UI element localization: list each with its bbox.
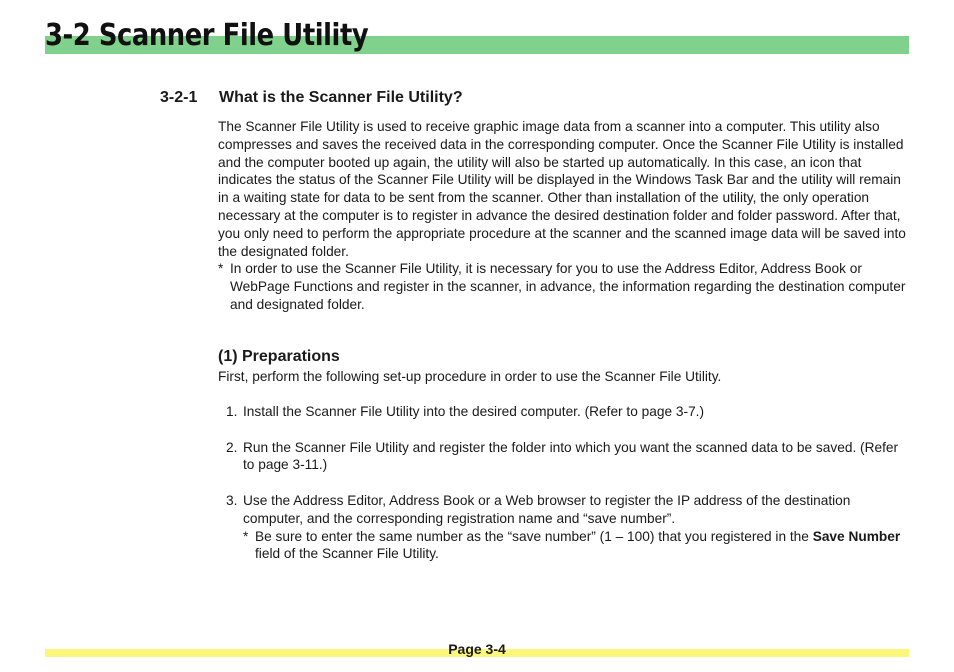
steps-list: [226, 403, 910, 563]
save-number-note: [243, 528, 910, 564]
chapter-title: 3-2 Scanner File Utility: [45, 18, 369, 53]
preparations-intro-text: First, perform the following set-up procedure in order to use the Scanner File Utility.: [218, 369, 722, 384]
step-text: Run the Scanner File Utility and register the folder into which you want the scanned data to be saved. (Refer to page 3-11.): [243, 439, 899, 473]
section-number: 3-2-1: [160, 89, 198, 106]
step-text: Use the Address Editor, Address Book or a Web browser to register the IP address of the destination computer, and the corresponding registration name and “save number”.: [243, 492, 851, 526]
save-number-field-name: Save Number: [812, 528, 901, 544]
list-item: [226, 403, 910, 421]
requirement-note: [218, 260, 910, 313]
page-number: Page 3-4: [448, 641, 506, 657]
step-number: 1.: [226, 404, 238, 419]
list-item: [226, 439, 910, 475]
section-heading: [160, 88, 463, 108]
list-item: [226, 492, 910, 563]
note-text: In order to use the Scanner File Utility, it is necessary for you to use the Address Editor, Address Book or WebPage Functions and register in the scanner, in advance, the information regarding the destination computer and designated folder.: [230, 261, 906, 312]
note-asterisk: *: [243, 528, 249, 544]
section-body: [218, 118, 910, 314]
note-text-after: field of the Scanner File Utility.: [255, 546, 439, 562]
step-number: 3.: [226, 492, 238, 508]
section-title: What is the Scanner File Utility?: [219, 89, 463, 106]
preparations-intro: [218, 368, 910, 386]
step-number: 2.: [226, 439, 238, 455]
preparations-heading: (1) Preparations: [218, 348, 340, 365]
step-text: Install the Scanner File Utility into the desired computer. (Refer to page 3-7.): [243, 404, 705, 419]
intro-paragraph: The Scanner File Utility is used to receive graphic image data from a scanner into a computer. This utility also compresses and saves the received data in the corresponding computer. Once the Scanner File Utility is installed and the computer booted up again, the utility will also be started up automatically. In this case, an icon that indicates the status of the Scanner File Utility will be displayed in the Windows Task Bar and the utility will remain in a waiting state for data to be sent from the scanner. Other than installation of the utility, the only operation necessary at the computer is to register in advance the desired destination folder and folder password. After that, you only need to perform the appropriate procedure at the scanner and the scanned image data will be saved into the designated folder.: [218, 119, 906, 259]
note-asterisk: *: [218, 261, 224, 277]
note-text-before: Be sure to enter the same number as the “save number” (1 – 100) that you registered in the: [255, 528, 813, 544]
